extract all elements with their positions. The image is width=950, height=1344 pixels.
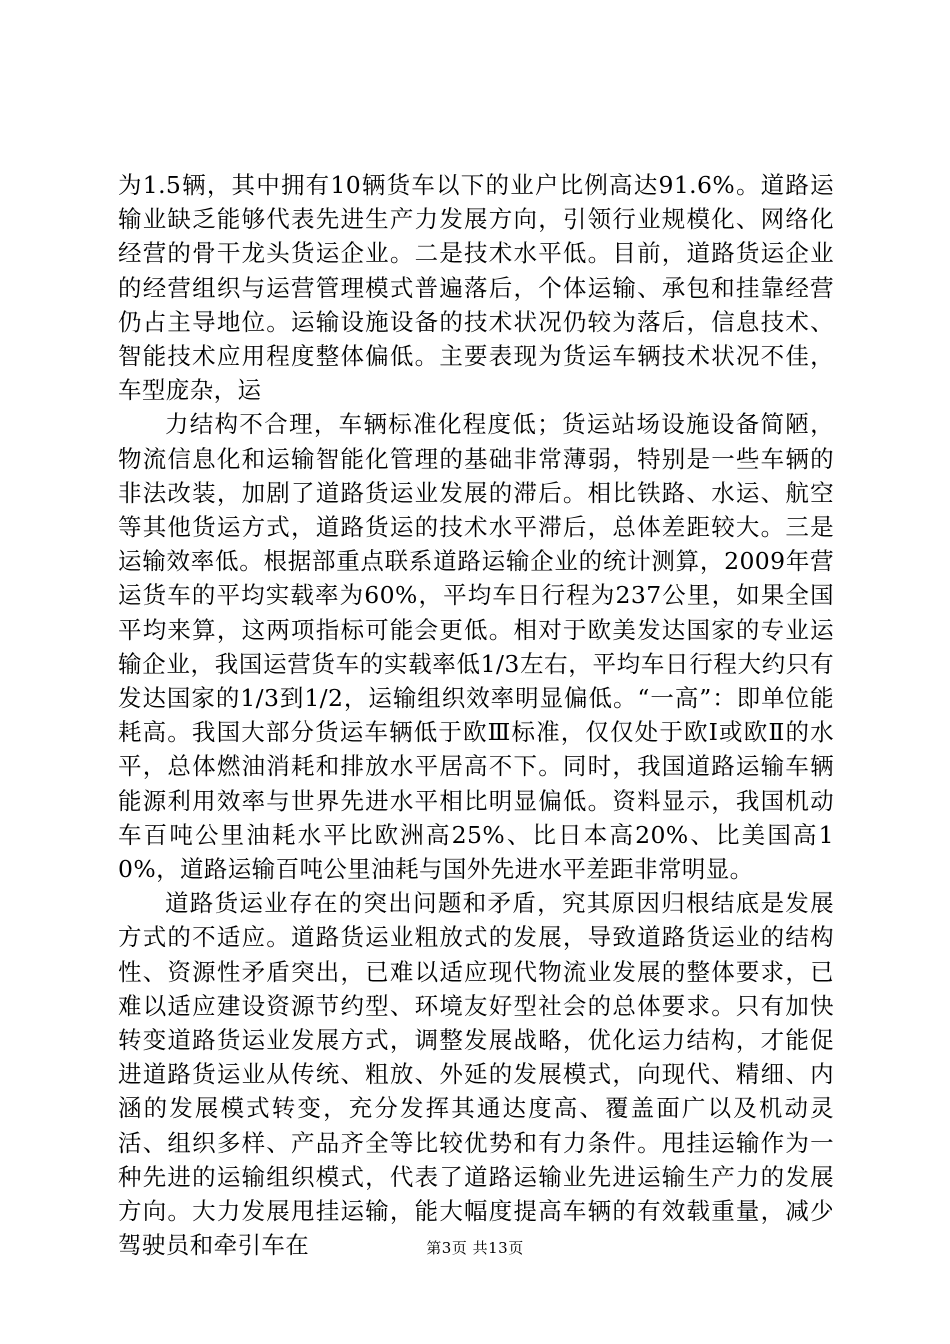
paragraph-3: 道路货运业存在的突出问题和矛盾，究其原因归根结底是发展方式的不适应。道路货运业粗放式的发展，导致道路货运业的结构性、资源性矛盾突出，已难以适应现代物流业发展的整体要求，已难以适应建设资源节约型、环境友好型社会的总体要求。只有加快转变道路货运业发展方式，调整发展战略，优化运力结构，才能促进道路货运业从传统、粗放、外延的发展模式，向现代、精细、内涵的发展模式转变，充分发挥其通达度高、覆盖面广以及机动灵活、组织多样、产品齐全等比较优势和有力条件。甩挂运输作为一种先进的运输组织模式，代表了道路运输业先进运输生产力的发展方向。大力发展甩挂运输，能大幅度提高车辆的有效载重量，减少驾驶员和牵引车在 <box>118 889 834 1260</box>
paragraph-2: 力结构不合理，车辆标准化程度低；货运站场设施设备简陋，物流信息化和运输智能化管理的基础非常薄弱，特别是一些车辆的非法改装，加剧了道路货运业发展的滞后。相比铁路、水运、航空等其他货运方式，道路货运的技术水平滞后，总体差距较大。三是运输效率低。根据部重点联系道路运输企业的统计测算，2009年营运货车的平均实载率为60%，平均车日行程为237公里，如果全国平均来算，这两项指标可能会更低。相对于欧美发达国家的专业运输企业，我国运营货车的实载率低1/3左右，平均车日行程大约只有发达国家的1/3到1/2，运输组织效率明显偏低。“一高”：即单位能耗高。我国大部分货运车辆低于欧Ⅲ标准，仅仅处于欧Ⅰ或欧Ⅱ的水平，总体燃油消耗和排放水平居高不下。同时，我国道路运输车辆能源利用效率与世界先进水平相比明显偏低。资料显示，我国机动车百吨公里油耗水平比欧洲高25%、比日本高20%、比美国高10%，道路运输百吨公里油耗与国外先进水平差距非常明显。 <box>118 410 834 884</box>
paragraph-1: 为1.5辆，其中拥有10辆货车以下的业户比例高达91.6%。道路运输业缺乏能够代表先进生产力发展方向，引领行业规模化、网络化经营的骨干龙头货运企业。二是技术水平低。目前，道路货运企业的经营组织与运营管理模式普遍落后，个体运输、承包和挂靠经营仍占主导地位。运输设施设备的技术状况仍较为落后，信息技术、智能技术应用程度整体偏低。主要表现为货运车辆技术状况不佳，车型庞杂，运 <box>118 171 834 405</box>
document-body <box>118 168 834 1263</box>
page-number-footer: 第3页 共13页 <box>426 1239 524 1257</box>
